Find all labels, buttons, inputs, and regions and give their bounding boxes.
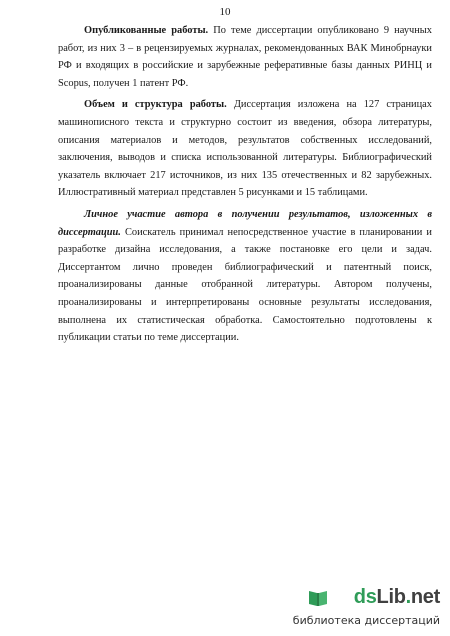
section-text: Соискатель принимал непосредственное участие в планировании и разработке дизайна исследования, а также постановке его цели и задач. Диссертантом лично проведен библиографический и патентный поиск, проанализированы данные отобранной литературы. Автором получены, проанализированы и интерпретированы основные результаты исследования, выполнена их статистическая обработка. Самостоятельно подготовлены к публикации статьи по теме диссертации. [58, 226, 432, 344]
section-text: По теме диссертации опубликовано 9 научных работ, из них 3 – в рецензируемых журналах, рекомендованных ВАК Минобрнауки РФ и входящих в российские и зарубежные реферативные базы данных РИНЦ и Scopus, получен 1 патент РФ. [58, 25, 432, 89]
dslib-watermark[interactable] [240, 584, 440, 628]
book-icon [307, 588, 329, 608]
logo-lib: Lib [376, 586, 406, 608]
dslib-logo [354, 584, 440, 610]
section-heading: Объем и структура работы. [84, 99, 227, 111]
section-heading: Опубликованные работы. [84, 25, 209, 36]
logo-dot: . [405, 586, 411, 608]
section-heading: Личное участие автора в получении результатов, изложенных в диссертации. [58, 208, 432, 238]
page-number: 10 [219, 6, 231, 18]
section-author-contribution [58, 206, 432, 347]
section-volume-structure [58, 96, 432, 202]
watermark-tagline: библиотека диссертаций [292, 614, 440, 627]
document-body [58, 22, 432, 351]
section-publications [58, 22, 432, 92]
logo-net: net [410, 586, 440, 608]
logo-ds: ds [353, 586, 377, 608]
section-text: Диссертация изложена на 127 страницах машинописного текста и структурно состоит из введения, обзора литературы, описания материалов и методов, результатов собственных исследований, заключения, выводов и списка использованной литературы. Библиографический указатель включает 217 источников, из них 135 отечественных и 82 зарубежных. Иллюстративный материал представлен 5 рисунками и 15 таблицами. [58, 99, 432, 199]
